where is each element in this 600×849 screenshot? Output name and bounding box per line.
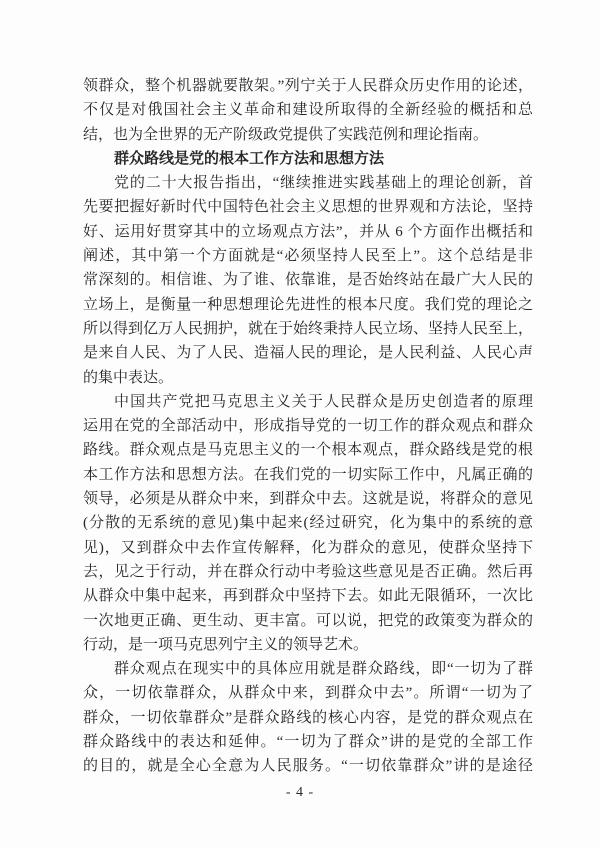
page-number: - 4 - [285,785,315,800]
body-text-line: 的集中表达。 [83,369,174,386]
body-text-line: 路线。群众观点是马克思主义的一个根本观点，群众路线是党的根 [83,442,533,459]
body-text-line: (分散的无系统的意见)集中起来(经过研究，化为集中的系统的意 [83,515,533,532]
body-text-line: 所以得到亿万人民拥护，就在于始终秉持人民立场、坚持人民至上， [83,320,534,337]
body-text-line: 立场上，是衡量一种思想理论先进性的根本尺度。我们党的理论之 [83,296,533,313]
body-text-line: 群众路线中的表达和延伸。“一切为了群众”讲的是党的全部工作 [83,734,533,751]
body-text-line: 众，一切依靠群众，从群众中来，到群众中去”。所谓“一切为了 [83,685,533,702]
body-text-line: 是来自人民、为了人民、造福人民的理论，是人民利益、人民心声 [83,345,533,362]
body-text-line: 见)，又到群众中去作宣传解释，化为群众的意见，使群众坚持下 [83,539,533,556]
body-text-line: 先要把握好新时代中国特色社会主义思想的世界观和方法论，坚持 [83,199,533,216]
body-text-line: 中国共产党把马克思主义关于人民群众是历史创造者的原理 [114,393,533,410]
body-text-line: 常深刻的。相信谁、为了谁、依靠谁，是否始终站在最广大人民的 [83,272,533,289]
body-text-line: 去，见之于行动，并在群众行动中考验这些意见是否正确。然后再 [83,563,533,580]
body-text-line: 领导，必须是从群众中来，到群众中去。这就是说，将群众的意见 [83,491,533,508]
body-text-line: 的目的，就是全心全意为人民服务。“一切依靠群众”讲的是途径 [83,758,533,775]
body-text-line: 好、运用好贯穿其中的立场观点方法”，并从 6 个方面作出概括和 [83,223,533,240]
body-text-line: 一次地更正确、更生动、更丰富。可以说，把党的政策变为群众的 [83,612,533,629]
body-text-line: 行动，是一项马克思列宁主义的领导艺术。 [83,636,369,653]
body-text-line: 本工作方法和思想方法。在我们党的一切实际工作中，凡属正确的 [83,466,533,483]
body-text-line: 不仅是对俄国社会主义革命和建设所取得的全新经验的概括和总 [83,102,533,119]
body-text-line: 阐述，其中第一个方面就是“必须坚持人民至上”。这个总结是非 [83,248,533,265]
body-text-line: 群众，一切依靠群众”是群众路线的核心内容，是党的群众观点在 [83,709,533,726]
body-text-line: 结，也为全世界的无产阶级政党提供了实践范例和理论指南。 [83,126,489,143]
document-body [83,74,533,779]
body-text-line: 群众观点在现实中的具体应用就是群众路线，即“一切为了群 [114,661,533,678]
section-heading: 群众路线是党的根本工作方法和思想方法 [114,150,385,167]
body-text-line: 党的二十大报告指出，“继续推进实践基础上的理论创新，首 [114,175,533,192]
body-text-line: 从群众中集中起来，再到群众中坚持下去。如此无限循环，一次比 [83,588,533,605]
body-text-line: 领群众，整个机器就要散架。”列宁关于人民群众历史作用的论述， [83,78,533,94]
body-text-line: 运用在党的全部活动中，形成指导党的一切工作的群众观点和群众 [83,418,533,435]
